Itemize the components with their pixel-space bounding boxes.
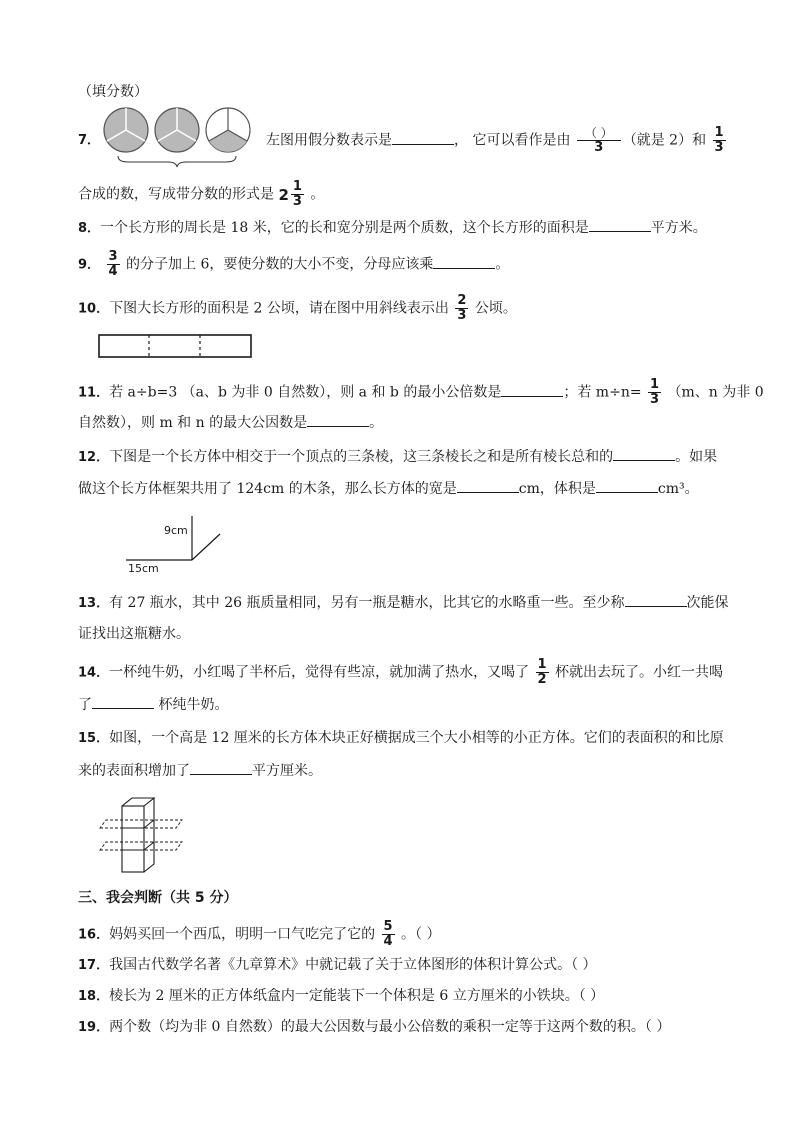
question-7 [78,130,100,151]
question-12: 12．下图是一个长方体中相交于一个顶点的三条棱，这三条棱长之和是所有棱长总和的 。如果 [78,446,717,468]
mixed-number: 2 $\frac{1}{3}$ [278,179,302,209]
q12-edges-figure [120,510,240,576]
question-11-cont: 自然数），则 m 和 n 的最大公因数是 。 [78,412,383,433]
question-15: 15．如图，一个高是 12 厘米的长方体木块正好横据成三个大小相等的小正方体。它们的表面积的和比原 [78,730,724,746]
answer-blank[interactable] [596,478,658,493]
answer-blank[interactable] [613,446,675,461]
answer-blank[interactable] [457,478,519,493]
question-16: 16．妈妈买回一个西瓜，明明一口气吃完了它的 $\frac{5}{4}$ 。（ ） [78,919,441,949]
answer-blank[interactable] [307,412,369,427]
question-14-cont: 了 杯纯牛奶。 [78,694,228,715]
question-18: 18．棱长为 2 厘米的正方体纸盒内一定能装下一个体积是 6 立方厘米的小铁块。（ ） [78,988,605,1004]
question-19: 19．两个数（均为非 0 自然数）的最大公因数与最小公倍数的乘积一定等于这两个数的积。（ ） [78,1019,671,1035]
question-17: 17．我国古代数学名著《九章算术》中就记载了关于立体图形的体积计算公式。（ ） [78,957,597,973]
question-8: 8．一个长方形的周长是 18 米，它的长和宽分别是两个质数，这个长方形的面积是 平方米。 [78,217,707,239]
fraction: $\frac{( )}{3}$ [577,126,621,155]
answer-blank[interactable] [392,130,454,145]
answer-blank[interactable] [589,217,651,232]
answer-blank[interactable] [501,382,563,397]
fraction: $\frac{1}{2}$ [537,657,547,687]
answer-blank[interactable] [433,254,495,269]
circle-3 [206,108,250,152]
question-9: 9． $\frac{3}{4}$ 的分子加上 6，要使分数的大小不变，分母应该乘 。 [78,249,510,279]
question-13-cont: 证找出这瓶糖水。 [78,626,190,642]
brace [118,156,236,167]
circle-2 [155,108,199,152]
q7-text-row-1: 左图用假分数表示是 ， 它可以看作是由 $\frac{( )}{3}$ （就是 2）和 $\frac{1}{3}$ [266,125,724,155]
question-12-cont: 做这个长方体框架共用了 124cm 的木条，那么长方体的宽是 cm，体积是 cm³。 [78,478,699,499]
question-15-cont: 来的表面积增加了 平方厘米。 [78,760,322,781]
fraction: $\frac{1}{3}$ [650,377,660,407]
answer-blank[interactable] [625,592,687,607]
answer-blank[interactable] [92,694,154,709]
fraction: $\frac{3}{4}$ [108,249,118,279]
question-11: 11．若 a÷b=3 （a、b 为非 0 自然数），则 a 和 b 的最小公倍数是 ；若 m÷n= $\frac{1}{3}$ （m、n 为非 0 [78,377,764,407]
question-14: 14．一杯纯牛奶，小红喝了半杯后，觉得有些凉，就加满了热水，又喝了 $\frac{1}{2}$ 杯就出去玩了。小红一共喝 [78,657,724,687]
fraction: $\frac{1}{3}$ [714,125,724,155]
fill-note: （填分数） [78,84,148,100]
length-label: 15cm [128,562,159,575]
question-13: 13．有 27 瓶水，其中 26 瓶质量相同，另有一瓶是糖水，比其它的水略重一些。至少称 次能保 [78,592,729,614]
q15-cuboid-figure [98,794,184,876]
section-3-title: 三、我会判断（共 5 分） [78,890,238,906]
question-number: 7． [78,133,101,148]
height-label: 9cm [164,524,188,537]
question-10: 10．下图大长方形的面积是 2 公顷，请在图中用斜线表示出 $\frac{2}{3}$ 公顷。 [78,293,517,323]
q7-text-row-2: 合成的数，写成带分数的形式是 2 $\frac{1}{3}$ 。 [78,179,325,209]
fraction: $\frac{5}{4}$ [383,919,393,949]
q7-circles-figure [102,106,252,168]
answer-blank[interactable] [190,760,252,775]
fraction: $\frac{2}{3}$ [457,293,467,323]
q10-rectangle-figure[interactable] [98,334,254,360]
circle-1 [104,108,148,152]
judge-bracket[interactable]: 。（ ） [401,926,441,943]
